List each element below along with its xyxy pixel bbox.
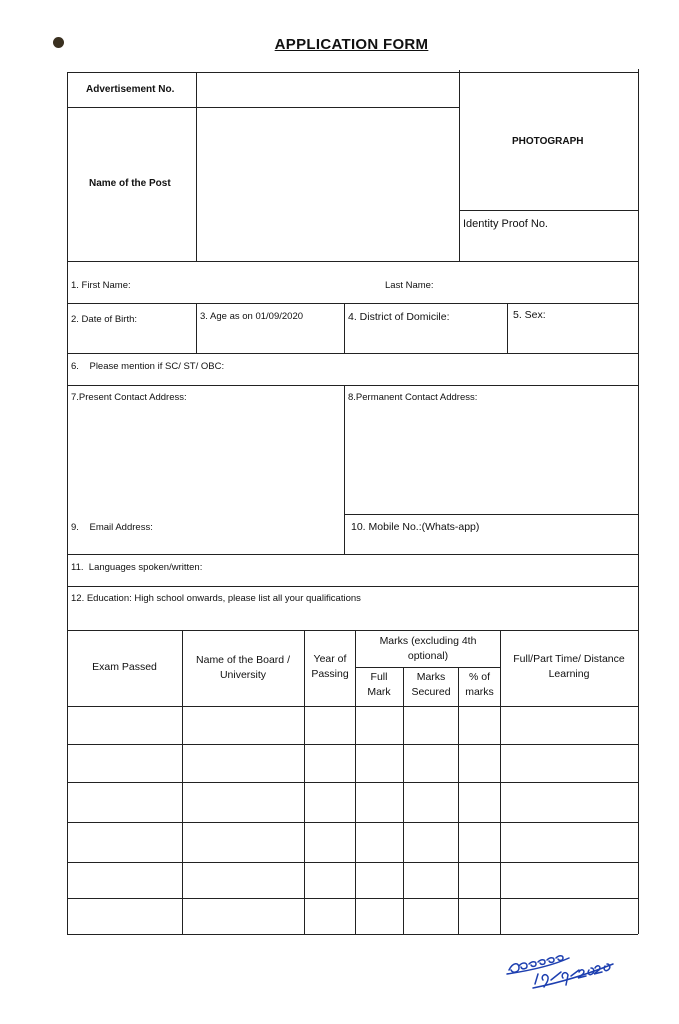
divider <box>67 554 638 555</box>
table-row-divider <box>67 862 638 863</box>
divider <box>67 630 638 631</box>
percent-header: % of marks <box>465 671 494 698</box>
frame-top <box>67 72 638 73</box>
handwritten-signature <box>505 948 625 992</box>
table-row-divider <box>67 744 638 745</box>
board-header: Name of the Board / University <box>196 654 290 681</box>
divider <box>344 385 345 554</box>
divider <box>67 385 638 386</box>
identity-proof-label: Identity Proof No. <box>463 218 548 230</box>
divider <box>459 70 460 261</box>
email-label: 9. Email Address: <box>71 522 153 533</box>
sex-label: 5. Sex: <box>513 309 546 321</box>
frame-right <box>638 69 639 934</box>
divider <box>196 303 197 353</box>
divider <box>67 303 638 304</box>
year-header: Year of Passing <box>311 653 349 680</box>
full-mark-header: Full Mark <box>367 671 391 698</box>
present-address-label: 7.Present Contact Address: <box>71 392 187 403</box>
mode-header: Full/Part Time/ Distance Learning <box>513 653 625 680</box>
education-label: 12. Education: High school onwards, please list all your qualifications <box>71 593 361 604</box>
first-name-label: 1. First Name: <box>71 280 131 291</box>
photograph-label: PHOTOGRAPH <box>512 136 584 147</box>
divider <box>67 353 638 354</box>
divider <box>67 586 638 587</box>
divider <box>403 667 404 934</box>
dob-label: 2. Date of Birth: <box>71 314 138 325</box>
divider <box>458 667 459 934</box>
divider <box>459 210 638 211</box>
marks-secured-header: Marks Secured <box>411 671 451 698</box>
exam-passed-header: Exam Passed <box>92 661 157 673</box>
divider <box>344 514 638 515</box>
permanent-address-label: 8.Permanent Contact Address: <box>348 392 478 403</box>
divider <box>67 107 459 108</box>
divider <box>507 303 508 353</box>
divider <box>196 72 197 261</box>
languages-label: 11. Languages spoken/written: <box>71 562 203 573</box>
district-label: 4. District of Domicile: <box>348 311 450 323</box>
table-row-divider <box>67 898 638 899</box>
last-name-label: Last Name: <box>385 280 434 291</box>
mobile-label: 10. Mobile No.:(Whats-app) <box>351 521 480 533</box>
divider <box>67 261 638 262</box>
advertisement-no-label: Advertisement No. <box>86 84 175 95</box>
divider <box>344 303 345 353</box>
category-label: 6. Please mention if SC/ ST/ OBC: <box>71 361 225 372</box>
marks-group-header: Marks (excluding 4th optional) <box>379 635 477 662</box>
age-label: 3. Age as on 01/09/2020 <box>200 311 304 322</box>
frame-left <box>67 72 68 934</box>
form-title: APPLICATION FORM <box>274 36 429 53</box>
frame-bottom <box>67 934 638 935</box>
table-row-divider <box>67 822 638 823</box>
table-row-divider <box>67 782 638 783</box>
table-row-divider <box>67 706 638 707</box>
divider <box>355 667 500 668</box>
name-of-post-label: Name of the Post <box>89 178 171 189</box>
